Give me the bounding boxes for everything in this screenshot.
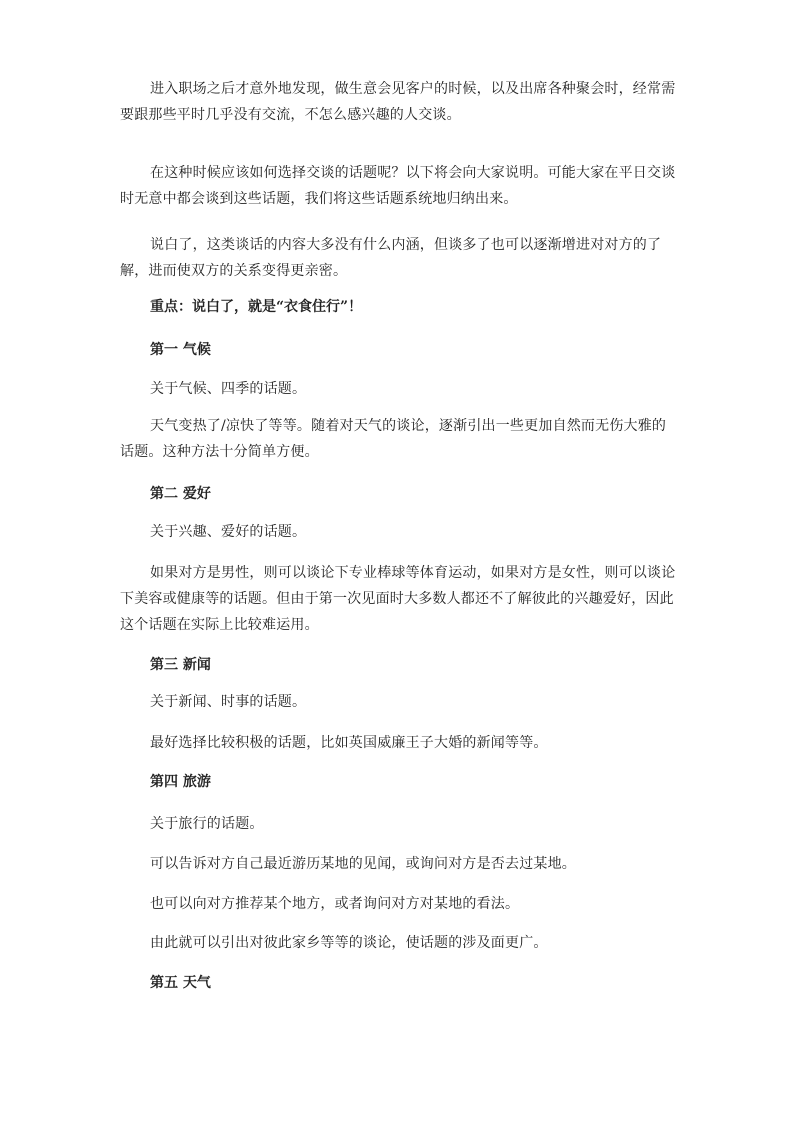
section-4-line-1: 关于旅行的话题。 <box>150 816 264 832</box>
key-point-heading: 重点：说白了，就是“衣食住行”！ <box>150 299 363 315</box>
section-heading-travel: 第四 旅游 <box>150 774 211 790</box>
section-4-line-4: 由此就可以引出对彼此家乡等等的谈论，使话题的涉及面更广。 <box>150 935 548 951</box>
section-heading-climate: 第一 气候 <box>150 342 211 358</box>
section-3-line-1: 关于新闻、时事的话题。 <box>150 694 307 710</box>
section-3-line-2: 最好选择比较积极的话题，比如英国威廉王子大婚的新闻等等。 <box>150 735 548 751</box>
section-heading-news: 第三 新闻 <box>150 657 211 673</box>
section-heading-hobby: 第二 爱好 <box>150 486 211 502</box>
section-2-line-1: 关于兴趣、爱好的话题。 <box>150 524 307 540</box>
section-4-line-2: 可以告诉对方自己最近游历某地的见闻，或询问对方是否去过某地。 <box>150 856 576 872</box>
intro-paragraph-1: 进入职场之后才意外地发现，做生意会见客户的时候，以及出席各种聚会时，经常需要跟那些平时几乎没有交流，不怎么感兴趣的人交谈。 <box>120 81 676 123</box>
section-1-line-2: 天气变热了/凉快了等等。随着对天气的谈论，逐渐引出一些更加自然而无伤大雅的话题。这种方法十分简单方便。 <box>120 418 667 460</box>
section-heading-weather: 第五 天气 <box>150 975 211 991</box>
section-2-line-2: 如果对方是男性，则可以谈论下专业棒球等体育运动，如果对方是女性，则可以谈论下美容或健康等的话题。但由于第一次见面时大多数人都还不了解彼此的兴趣爱好，因此这个话题在实际上比较难运用。 <box>120 565 676 633</box>
section-1-line-1: 关于气候、四季的话题。 <box>150 381 307 397</box>
intro-paragraph-2: 在这种时候应该如何选择交谈的话题呢？以下将会向大家说明。可能大家在平日交谈时无意中都会谈到这些话题，我们将这些话题系统地归纳出来。 <box>120 165 676 207</box>
section-4-line-3: 也可以向对方推荐某个地方，或者询问对方对某地的看法。 <box>150 896 520 912</box>
intro-paragraph-3: 说白了，这类谈话的内容大多没有什么内涵，但谈多了也可以逐渐增进对对方的了解，进而使双方的关系变得更亲密。 <box>120 237 662 279</box>
